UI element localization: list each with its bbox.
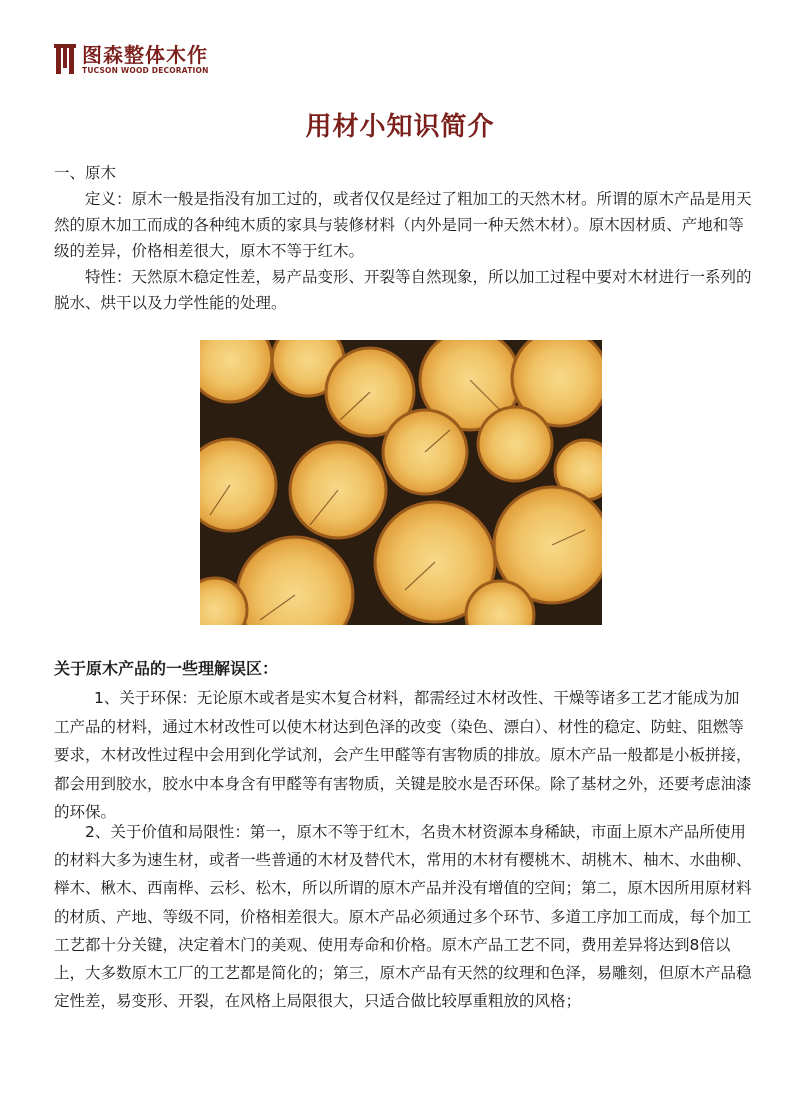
page-title: 用材小知识简介 [305, 112, 495, 142]
brand-name-en: TUCSON WOOD DECORATION [82, 66, 209, 75]
misconception-point-1: 1、关于环保：无论原木或者是实木复合材料，都需经过木材改性、干燥等诸多工艺才能成为加工产品的材料，通过木材改性可以使木材达到色泽的改变（染色、漂白）、材性的稳定、防蛀、阻燃等要求，木材改性过程中会用到化学试剂，会产生甲醛等有害物质的排放。原木产品一般都是小板拼接，都会用到胶水，胶水中本身含有甲醛等有害物质，关键是胶水是否环保。除了基材之外，还要考虑油漆的环保。 [54, 689, 752, 821]
logo-mark-icon [54, 44, 76, 74]
section-heading: 一、原木 [54, 164, 117, 182]
characteristics-paragraph: 特性：天然原木稳定性差，易产品变形、开裂等自然现象，所以加工过程中要对木材进行一系列的脱水、烘干以及力学性能的处理。 [54, 268, 752, 312]
definition-paragraph: 定义：原木一般是指没有加工过的，或者仅仅是经过了粗加工的天然木材。所谓的原木产品是用天然的原木加工而成的各种纯木质的家具与装修材料（内外是同一种天然木材）。原木因材质、产地和等级的差异，价格相差很大，原木不等于红木。 [54, 190, 752, 260]
log-ends-image [200, 340, 602, 625]
brand-name-cn: 图森整体木作 [82, 43, 208, 67]
misconceptions-heading: 关于原木产品的一些理解误区： [54, 659, 279, 678]
brand-logo [54, 44, 209, 76]
misconception-point-2: 2、关于价值和局限性：第一，原木不等于红木，名贵木材资源本身稀缺，市面上原木产品所使用的材料大多为速生材，或者一些普通的木材及替代木，常用的木材有樱桃木、胡桃木、柚木、水曲柳、榉木、楸木、西南桦、云杉、松木，所以所谓的原木产品并没有增值的空间；第二，原木因所用原材料的材质、产地、等级不同，价格相差很大。原木产品必须通过多个环节、多道工序加工而成，每个加工工艺都十分关键，决定着木门的美观、使用寿命和价格。原木产品工艺不同，费用差异将达到8倍以上，大多数原木工厂的工艺都是简化的；第三，原木产品有天然的纹理和色泽，易雕刻，但原木产品稳定性差，易变形、开裂，在风格上局限很大，只适合做比较厚重粗放的风格； [54, 823, 752, 1011]
